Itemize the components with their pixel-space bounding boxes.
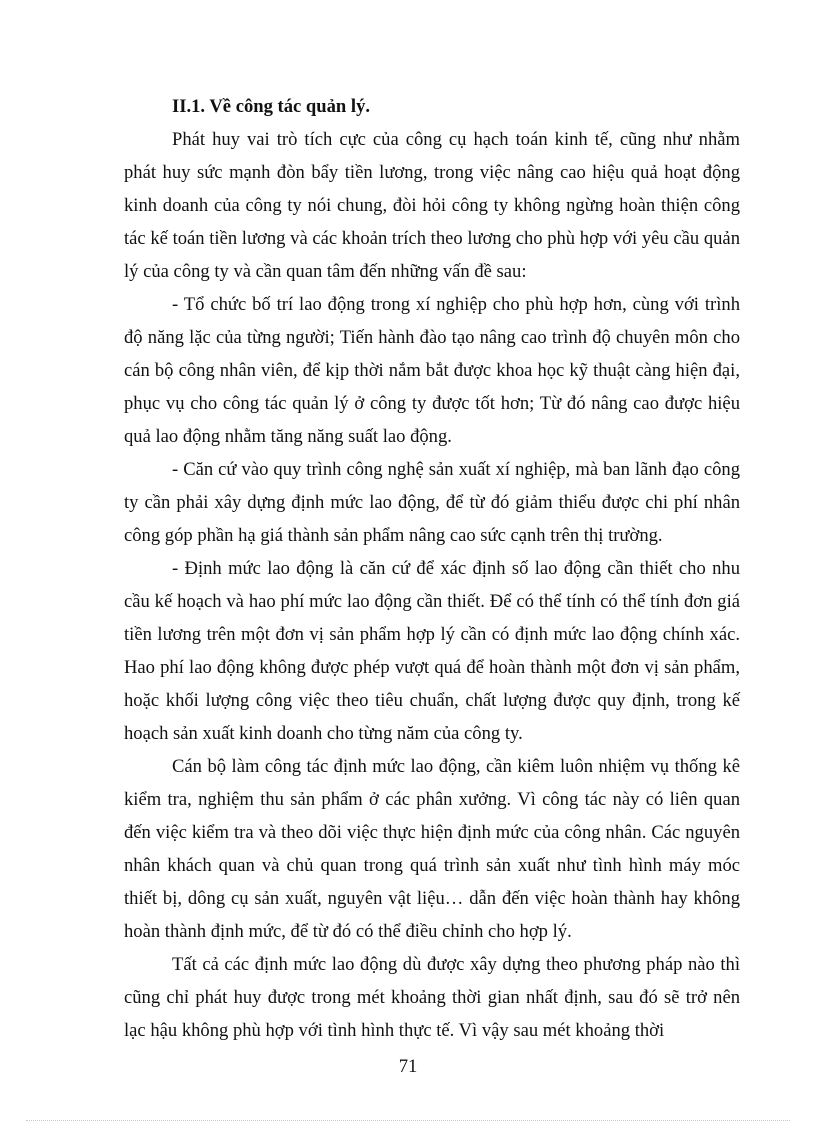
paragraph-production-process: - Căn cứ vào quy trình công nghệ sản xuất xí nghiệp, mà ban lãnh đạo công ty cần phải xây dựng định mức lao động, để từ đó giảm thiểu được chi phí nhân công góp phần hạ giá thành sản phẩm nâng cao sức cạnh trên thị trường. xyxy=(124,459,740,546)
paragraph-intro: Phát huy vai trò tích cực của công cụ hạch toán kinh tế, cũng như nhằm phát huy sức mạnh đòn bẩy tiền lương, trong việc nâng cao hiệu quả hoạt động kinh doanh của công ty nói chung, đòi hỏi công ty không ngừng hoàn thiện công tác kế toán tiền lương và các khoản trích theo lương cho phù hợp với yêu cầu quản lý của công ty và cần quan tâm đến những vấn đề sau: xyxy=(124,129,740,282)
paragraph-norm-validity: Tất cả các định mức lao động dù được xây dựng theo phương pháp nào thì cũng chỉ phát huy được trong mét khoảng thời gian nhất định, sau đó sẽ trở nên lạc hậu không phù hợp với tình hình thực tế. Vì vậy sau mét khoảng thời xyxy=(124,954,740,1041)
paragraph-norm-staff: Cán bộ làm công tác định mức lao động, cần kiêm luôn nhiệm vụ thống kê kiểm tra, nghiệm thu sản phẩm ở các phân xưởng. Vì công tác này có liên quan đến việc kiểm tra và theo dõi việc thực hiện định mức của công nhân. Các nguyên nhân khách quan và chủ quan trong quá trình sản xuất như tình hình máy móc thiết bị, dông cụ sản xuất, nguyên vật liệu… dẫn đến việc hoàn thành hay không hoàn thành định mức, để từ đó có thể điều chỉnh cho hợp lý. xyxy=(124,756,740,942)
paragraph-labor-norms: - Định mức lao động là căn cứ để xác định số lao động cần thiết cho nhu cầu kế hoạch và hao phí mức lao động cần thiết. Để có thể tính có thể tính đơn giá tiền lương trên một đơn vị sản phẩm hợp lý cần có định mức lao động chính xác. Hao phí lao động không được phép vượt quá để hoàn thành một đơn vị sản phẩm, hoặc khối lượng công việc theo tiêu chuẩn, chất lượng được quy định, trong kế hoạch sản xuất kinh doanh cho từng năm của công ty. xyxy=(124,558,740,744)
page-bottom-divider xyxy=(26,1120,790,1121)
document-body xyxy=(124,90,740,1047)
page-number: 71 xyxy=(398,1056,418,1077)
section-heading: II.1. Về công tác quản lý. xyxy=(172,96,371,117)
paragraph-labor-organization: - Tổ chức bố trí lao động trong xí nghiệp cho phù hợp hơn, cùng với trình độ năng lặc của từng người; Tiến hành đào tạo nâng cao trình độ chuyên môn cho cán bộ công nhân viên, để kịp thời nắm bắt được khoa học kỹ thuật càng hiện đại, phục vụ cho công tác quản lý ở công ty được tốt hơn; Từ đó nâng cao được hiệu quả lao động nhằm tăng năng suất lao động. xyxy=(124,294,740,447)
